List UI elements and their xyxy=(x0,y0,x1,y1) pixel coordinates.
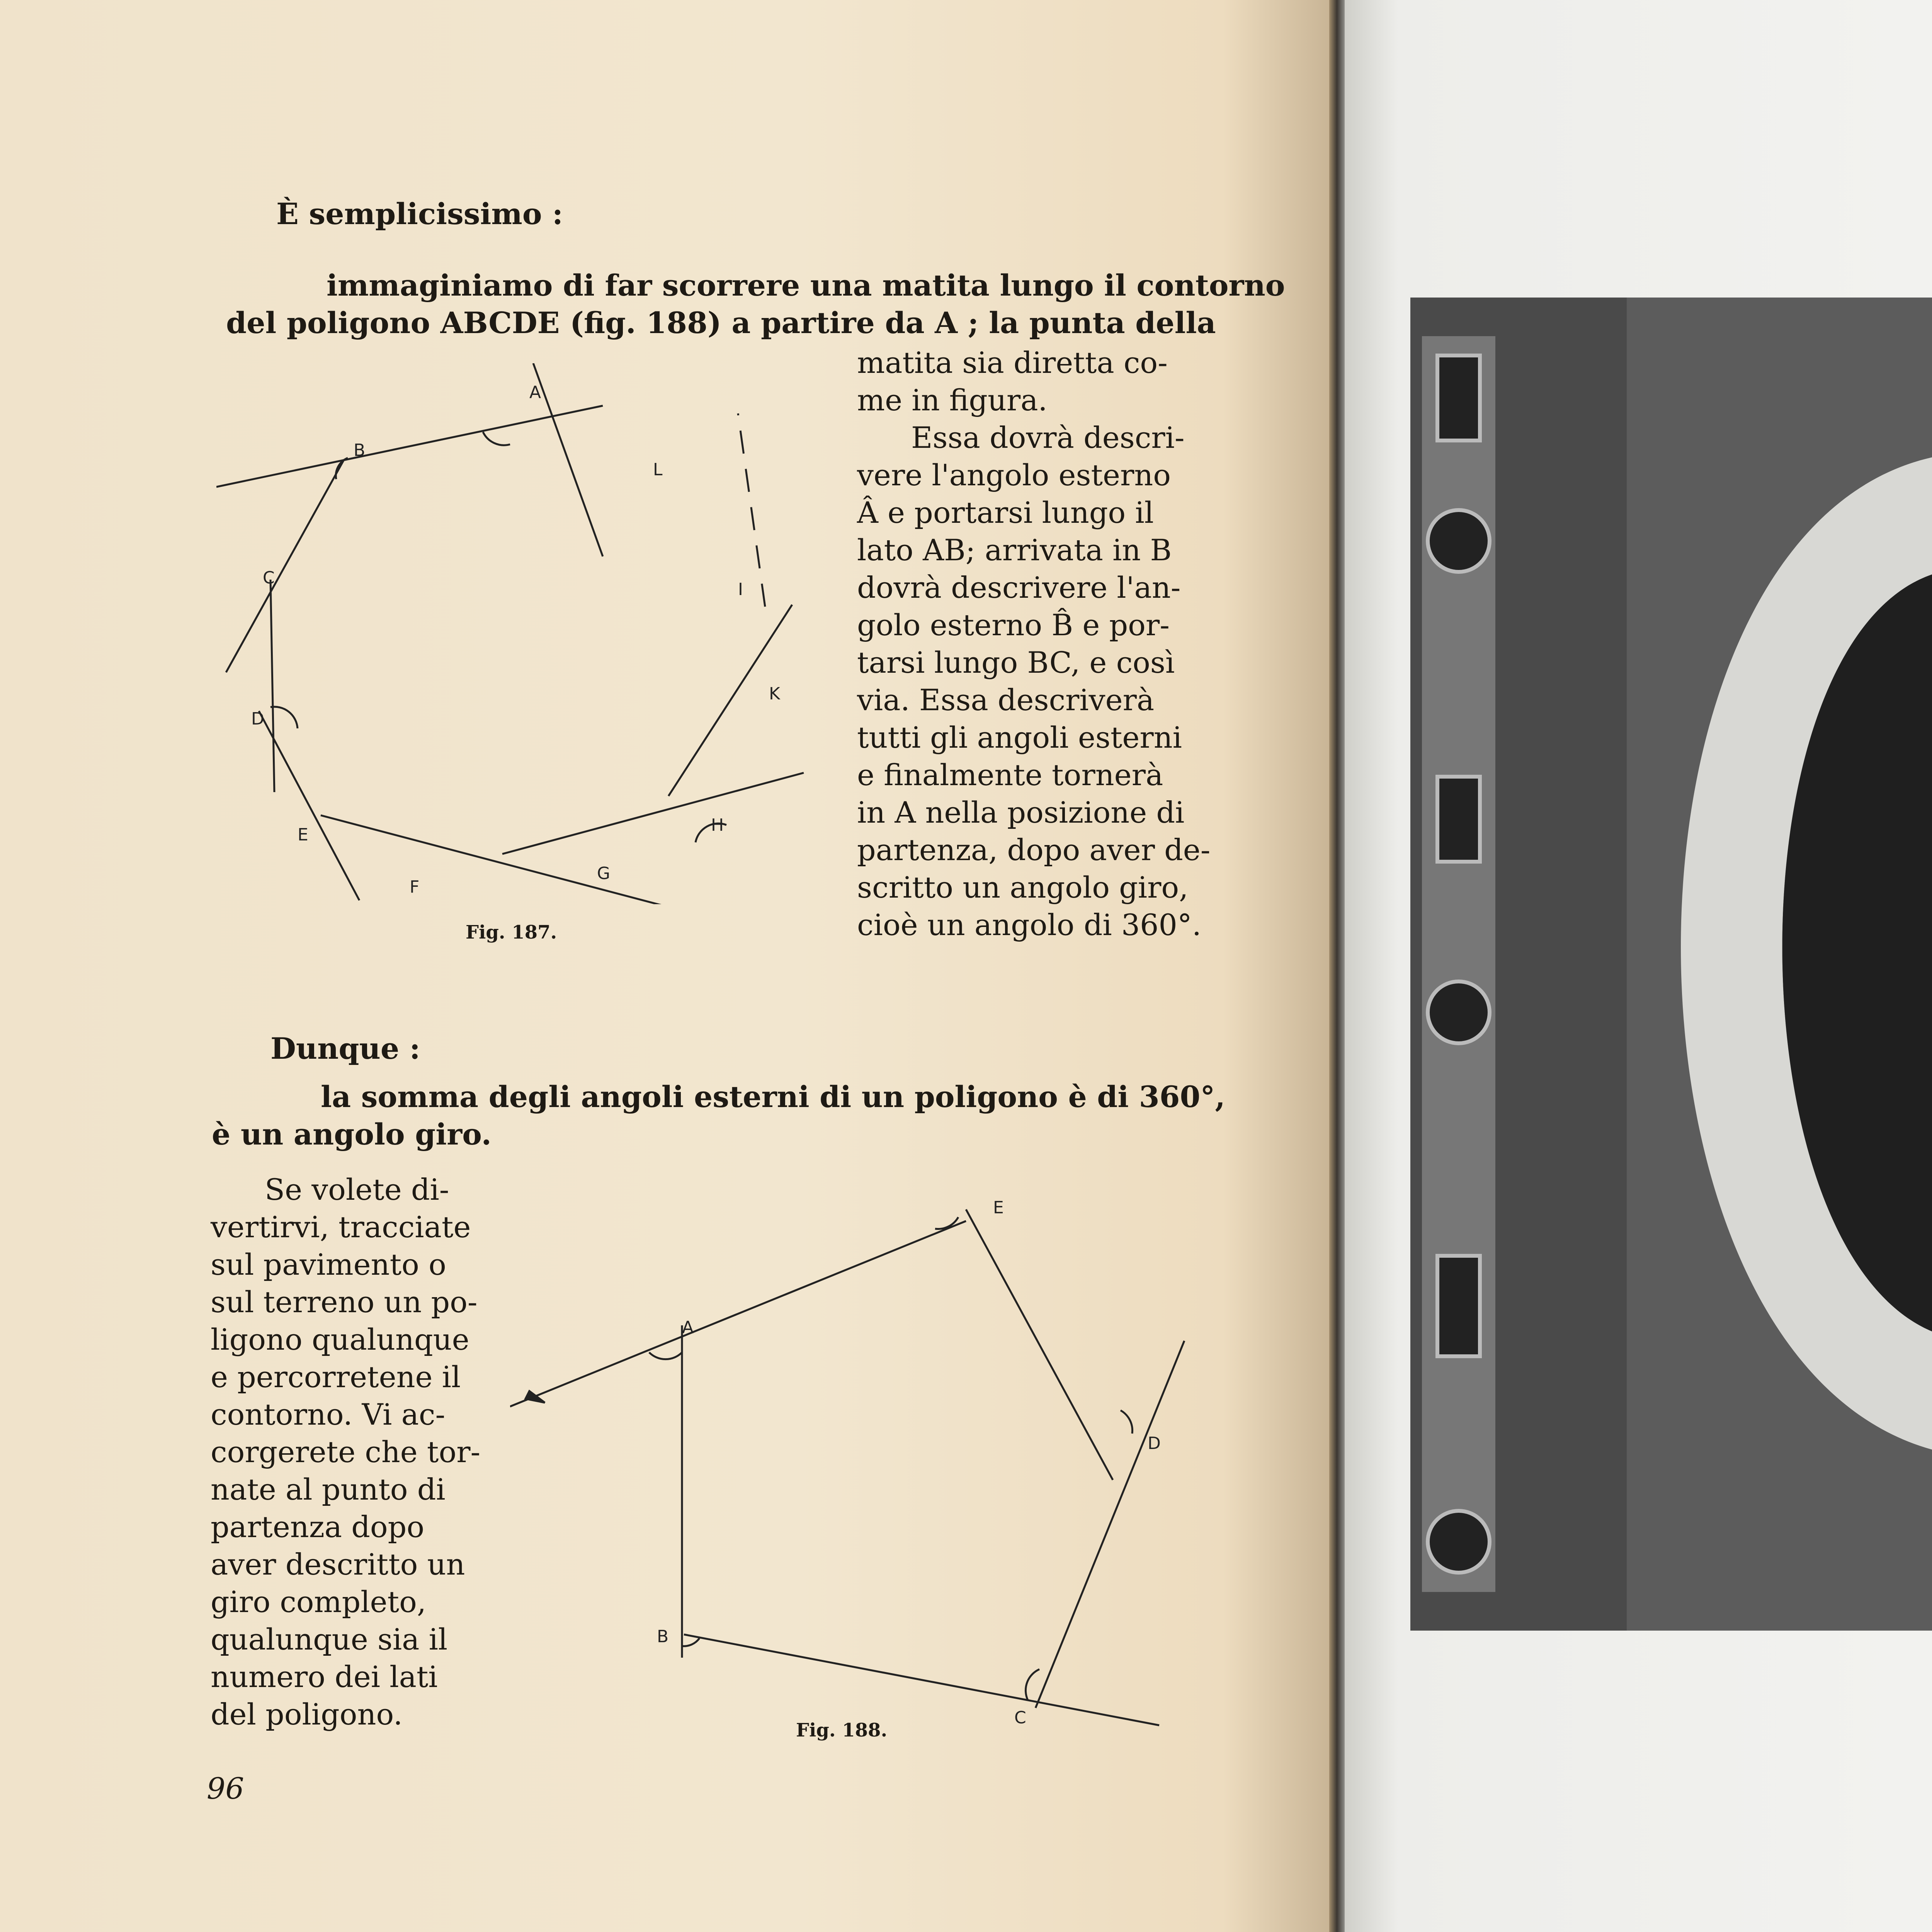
fig187-line xyxy=(270,580,274,792)
angle-arc xyxy=(270,707,298,728)
fig187-line xyxy=(216,406,603,487)
fig187-line xyxy=(502,773,804,854)
vertex-label: H xyxy=(711,815,724,835)
angle-arc xyxy=(483,432,510,445)
column-line: tarsi lungo BC, e così xyxy=(857,645,1175,680)
angle-arc xyxy=(935,1217,958,1229)
column-line: corgerete che tor- xyxy=(211,1435,481,1469)
column-line: aver descritto un xyxy=(211,1547,465,1582)
inlay-rhombus-panel xyxy=(1437,1256,1480,1356)
rule-line: è un angolo giro. xyxy=(212,1117,492,1151)
inlay-circle xyxy=(1428,1511,1490,1573)
church-photo xyxy=(1410,298,1932,1631)
column-line: nate al punto di xyxy=(211,1472,446,1507)
dunque-text: Dunque : xyxy=(270,1031,420,1066)
column-line: scritto un angolo giro, xyxy=(857,870,1189,905)
fig187-line xyxy=(226,460,344,672)
column-line: vere l'angolo esterno xyxy=(857,458,1171,492)
column-line: via. Essa descriverà xyxy=(857,683,1155,717)
column-line: tutti gli angoli esterni xyxy=(857,720,1182,755)
column-line: del poligono. xyxy=(211,1697,403,1731)
intro-text: È semplicissimo : xyxy=(276,197,563,231)
angle-arc xyxy=(1121,1410,1133,1434)
vertex-label: B xyxy=(657,1627,669,1646)
column-line: e percorretene il xyxy=(211,1360,461,1394)
vertex-label: A xyxy=(529,383,541,402)
vertex-label: D xyxy=(251,709,264,729)
column-line: qualunque sia il xyxy=(211,1622,448,1656)
column-line: vertirvi, tracciate xyxy=(211,1210,471,1244)
column-line: e finalmente tornerà xyxy=(857,758,1163,792)
angle-arc xyxy=(682,1638,699,1646)
vertex-label: L xyxy=(653,460,663,480)
vertex-label: B xyxy=(354,440,366,460)
column-line: golo esterno B̂ e por- xyxy=(857,608,1170,642)
inlay-circle xyxy=(1428,510,1490,572)
fig187-diagram xyxy=(216,363,819,904)
paragraph-line: immaginiamo di far scorrere una matita lungo il contorno xyxy=(327,268,1285,303)
vertex-label: C xyxy=(1014,1708,1026,1728)
angle-arc xyxy=(1026,1669,1039,1700)
column-line: sul pavimento o xyxy=(211,1247,446,1282)
column-line: partenza dopo xyxy=(211,1510,425,1544)
vertex-label: I xyxy=(738,580,743,599)
vertex-label: E xyxy=(298,825,308,845)
fig187-line xyxy=(321,815,672,904)
book-gutter xyxy=(1329,0,1345,1932)
vertex-label: K xyxy=(769,684,780,704)
column-line: numero dei lati xyxy=(211,1660,438,1694)
column-line: ligono qualunque xyxy=(211,1322,469,1357)
vertex-label: A xyxy=(682,1318,694,1337)
paragraph-line: del poligono ABCDE (fig. 188) a partire da A ; la punta della xyxy=(226,306,1216,340)
vertex-label: F xyxy=(410,877,420,897)
page-number: 96 xyxy=(207,1771,244,1806)
vertex-label: E xyxy=(993,1198,1004,1218)
fig187-line xyxy=(533,363,603,556)
rule-line: la somma degli angoli esterni di un poligono è di 360°, xyxy=(321,1080,1225,1114)
column-line: Â e portarsi lungo il xyxy=(857,495,1154,530)
column-line: lato AB; arrivata in B xyxy=(857,533,1172,567)
fig188-line xyxy=(510,1221,966,1406)
vertex-label: D xyxy=(1148,1434,1161,1453)
column-line: partenza, dopo aver de- xyxy=(857,833,1211,867)
angle-arc xyxy=(649,1352,682,1359)
fig187-line xyxy=(259,711,359,900)
column-line: Essa dovrà descri- xyxy=(911,420,1185,455)
column-line: sul terreno un po- xyxy=(211,1285,478,1319)
column-line: contorno. Vi ac- xyxy=(211,1397,446,1432)
fig187-caption: Fig. 187. xyxy=(466,922,557,943)
column-line: giro completo, xyxy=(211,1585,426,1619)
fig188-line xyxy=(1036,1341,1184,1708)
fig188-side-column xyxy=(211,1171,481,1733)
fig188-line xyxy=(966,1209,1113,1480)
column-line: matita sia diretta co- xyxy=(857,345,1168,380)
vertex-label: G xyxy=(597,864,611,883)
vertex-label: C xyxy=(263,568,275,588)
column-line: dovrà descrivere l'an- xyxy=(857,570,1181,605)
inlay-rectangle xyxy=(1437,777,1480,862)
fig188-diagram xyxy=(510,1171,1206,1750)
column-line: cioè un angolo di 360°. xyxy=(857,908,1202,942)
fig187-line xyxy=(738,413,765,607)
column-line: me in figura. xyxy=(857,383,1048,417)
fig187-side-column xyxy=(857,344,1211,944)
fig188-line xyxy=(684,1634,1159,1725)
inlay-circle xyxy=(1428,981,1490,1043)
column-line: in A nella posizione di xyxy=(857,795,1185,830)
column-line: Se volete di- xyxy=(265,1172,449,1207)
fig188-caption: Fig. 188. xyxy=(796,1719,888,1741)
inlay-rectangle xyxy=(1437,355,1480,440)
